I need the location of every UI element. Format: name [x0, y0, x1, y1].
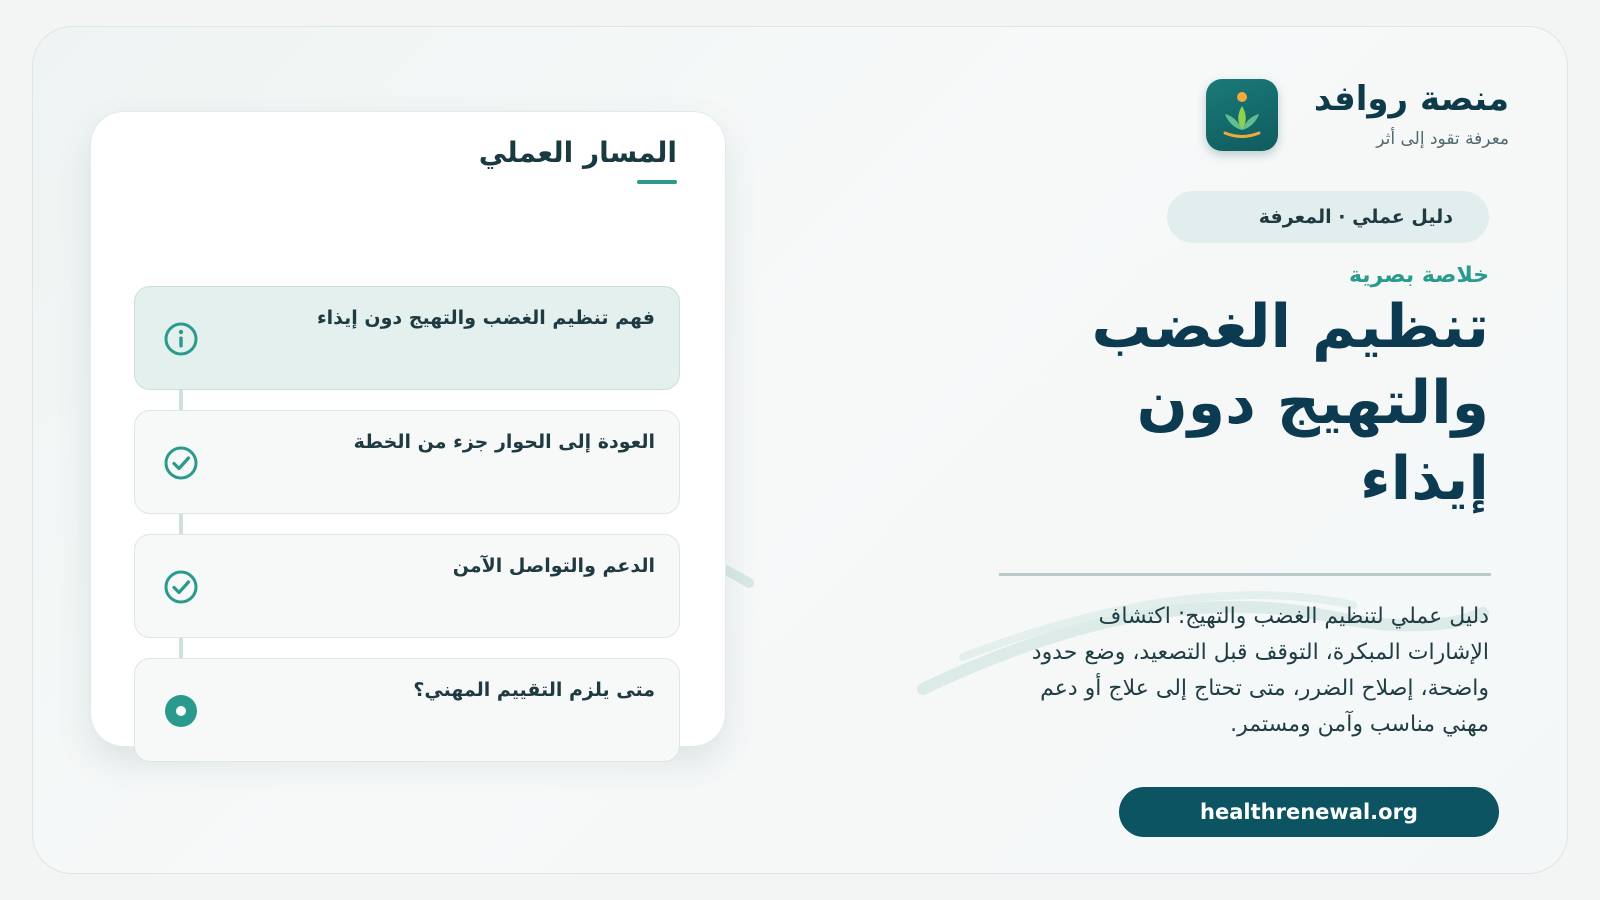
- step-item-1[interactable]: [134, 286, 680, 390]
- step-connector: [179, 389, 183, 411]
- website-link-button[interactable]: healthrenewal.org: [1119, 787, 1499, 837]
- step-label: العودة إلى الحوار جزء من الخطة: [353, 431, 655, 453]
- check-circle-icon: [163, 445, 199, 481]
- step-connector: [179, 513, 183, 535]
- check-circle-icon: [163, 569, 199, 605]
- brand-logo-icon: [1206, 79, 1278, 151]
- dot-circle-icon: [163, 693, 199, 729]
- brand-header: [1206, 79, 1509, 151]
- card-title-underline: [637, 180, 677, 184]
- step-connector: [179, 637, 183, 659]
- step-label: الدعم والتواصل الآمن: [452, 555, 655, 577]
- brand-name: منصة روافد: [1313, 79, 1509, 120]
- brand-text: [1314, 81, 1509, 148]
- category-chip: دليل عملي · المعرفة: [1167, 191, 1489, 243]
- kicker-label: خلاصة بصرية: [1348, 263, 1489, 288]
- brand-tagline: معرفة تقود إلى أثر: [1376, 128, 1509, 149]
- poster-frame: [32, 26, 1568, 874]
- step-label: فهم تنظيم الغضب والتهيج دون إيذاء: [316, 307, 655, 329]
- page-title: تنظيم الغضب والتهيج دون إيذاء: [1091, 292, 1489, 514]
- divider: [999, 573, 1491, 576]
- steps-card: [90, 111, 726, 747]
- step-item-4[interactable]: [134, 658, 680, 762]
- step-item-3[interactable]: [134, 534, 680, 638]
- card-title: المسار العملي: [478, 136, 677, 169]
- info-icon: [163, 321, 199, 357]
- step-label: متى يلزم التقييم المهني؟: [413, 679, 655, 701]
- description-text: دليل عملي لتنظيم الغضب والتهيج: اكتشاف الإشارات المبكرة، التوقف قبل التصعيد، وضع حدود واضحة، إصلاح الضرر، متى تحتاج إلى علاج أو دعم مهني مناسب وآمن ومستمر.: [1031, 604, 1489, 737]
- step-item-2[interactable]: [134, 410, 680, 514]
